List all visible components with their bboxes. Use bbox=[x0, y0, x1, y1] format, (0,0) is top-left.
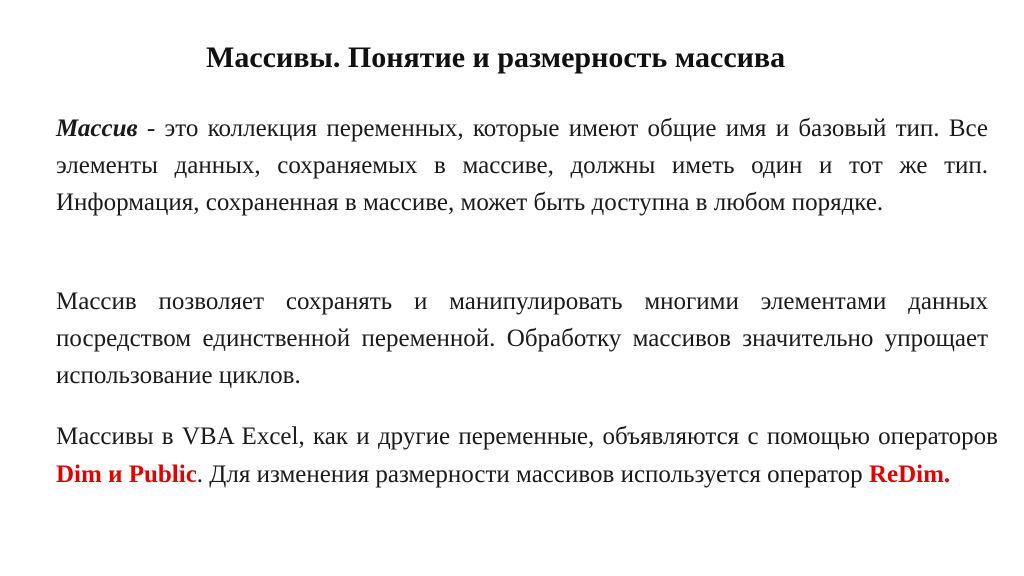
paragraph-definition bbox=[56, 110, 988, 221]
keyword-redim: ReDim. bbox=[868, 460, 951, 488]
paragraph-vba-text-before: Массивы в VBA Excel, как и другие переменные, объявляются с помощью операторов bbox=[56, 423, 998, 450]
paragraph-definition-text: - это коллекция переменных, которые имеют общие имя и базовый тип. Все элементы данных, сохраняемых в массиве, должны иметь один и тот же тип. Информация, сохраненная в массиве, может быть доступна в любом порядке. bbox=[56, 115, 988, 216]
term-massiv: Массив bbox=[56, 115, 138, 142]
paragraph-usage bbox=[56, 283, 988, 394]
paragraph-usage-text: Массив позволяет сохранять и манипулировать многими элементами данных посредством единственной переменной. Обработку массивов значительно упрощает использование циклов. bbox=[56, 288, 988, 389]
paragraph-vba bbox=[56, 418, 998, 493]
slide-title: Массивы. Понятие и размерность массива bbox=[206, 41, 786, 74]
paragraph-vba-text-middle: . Для изменения размерности массивов используется оператор bbox=[196, 460, 869, 488]
keyword-dim-public: Dim и Public bbox=[56, 460, 197, 488]
